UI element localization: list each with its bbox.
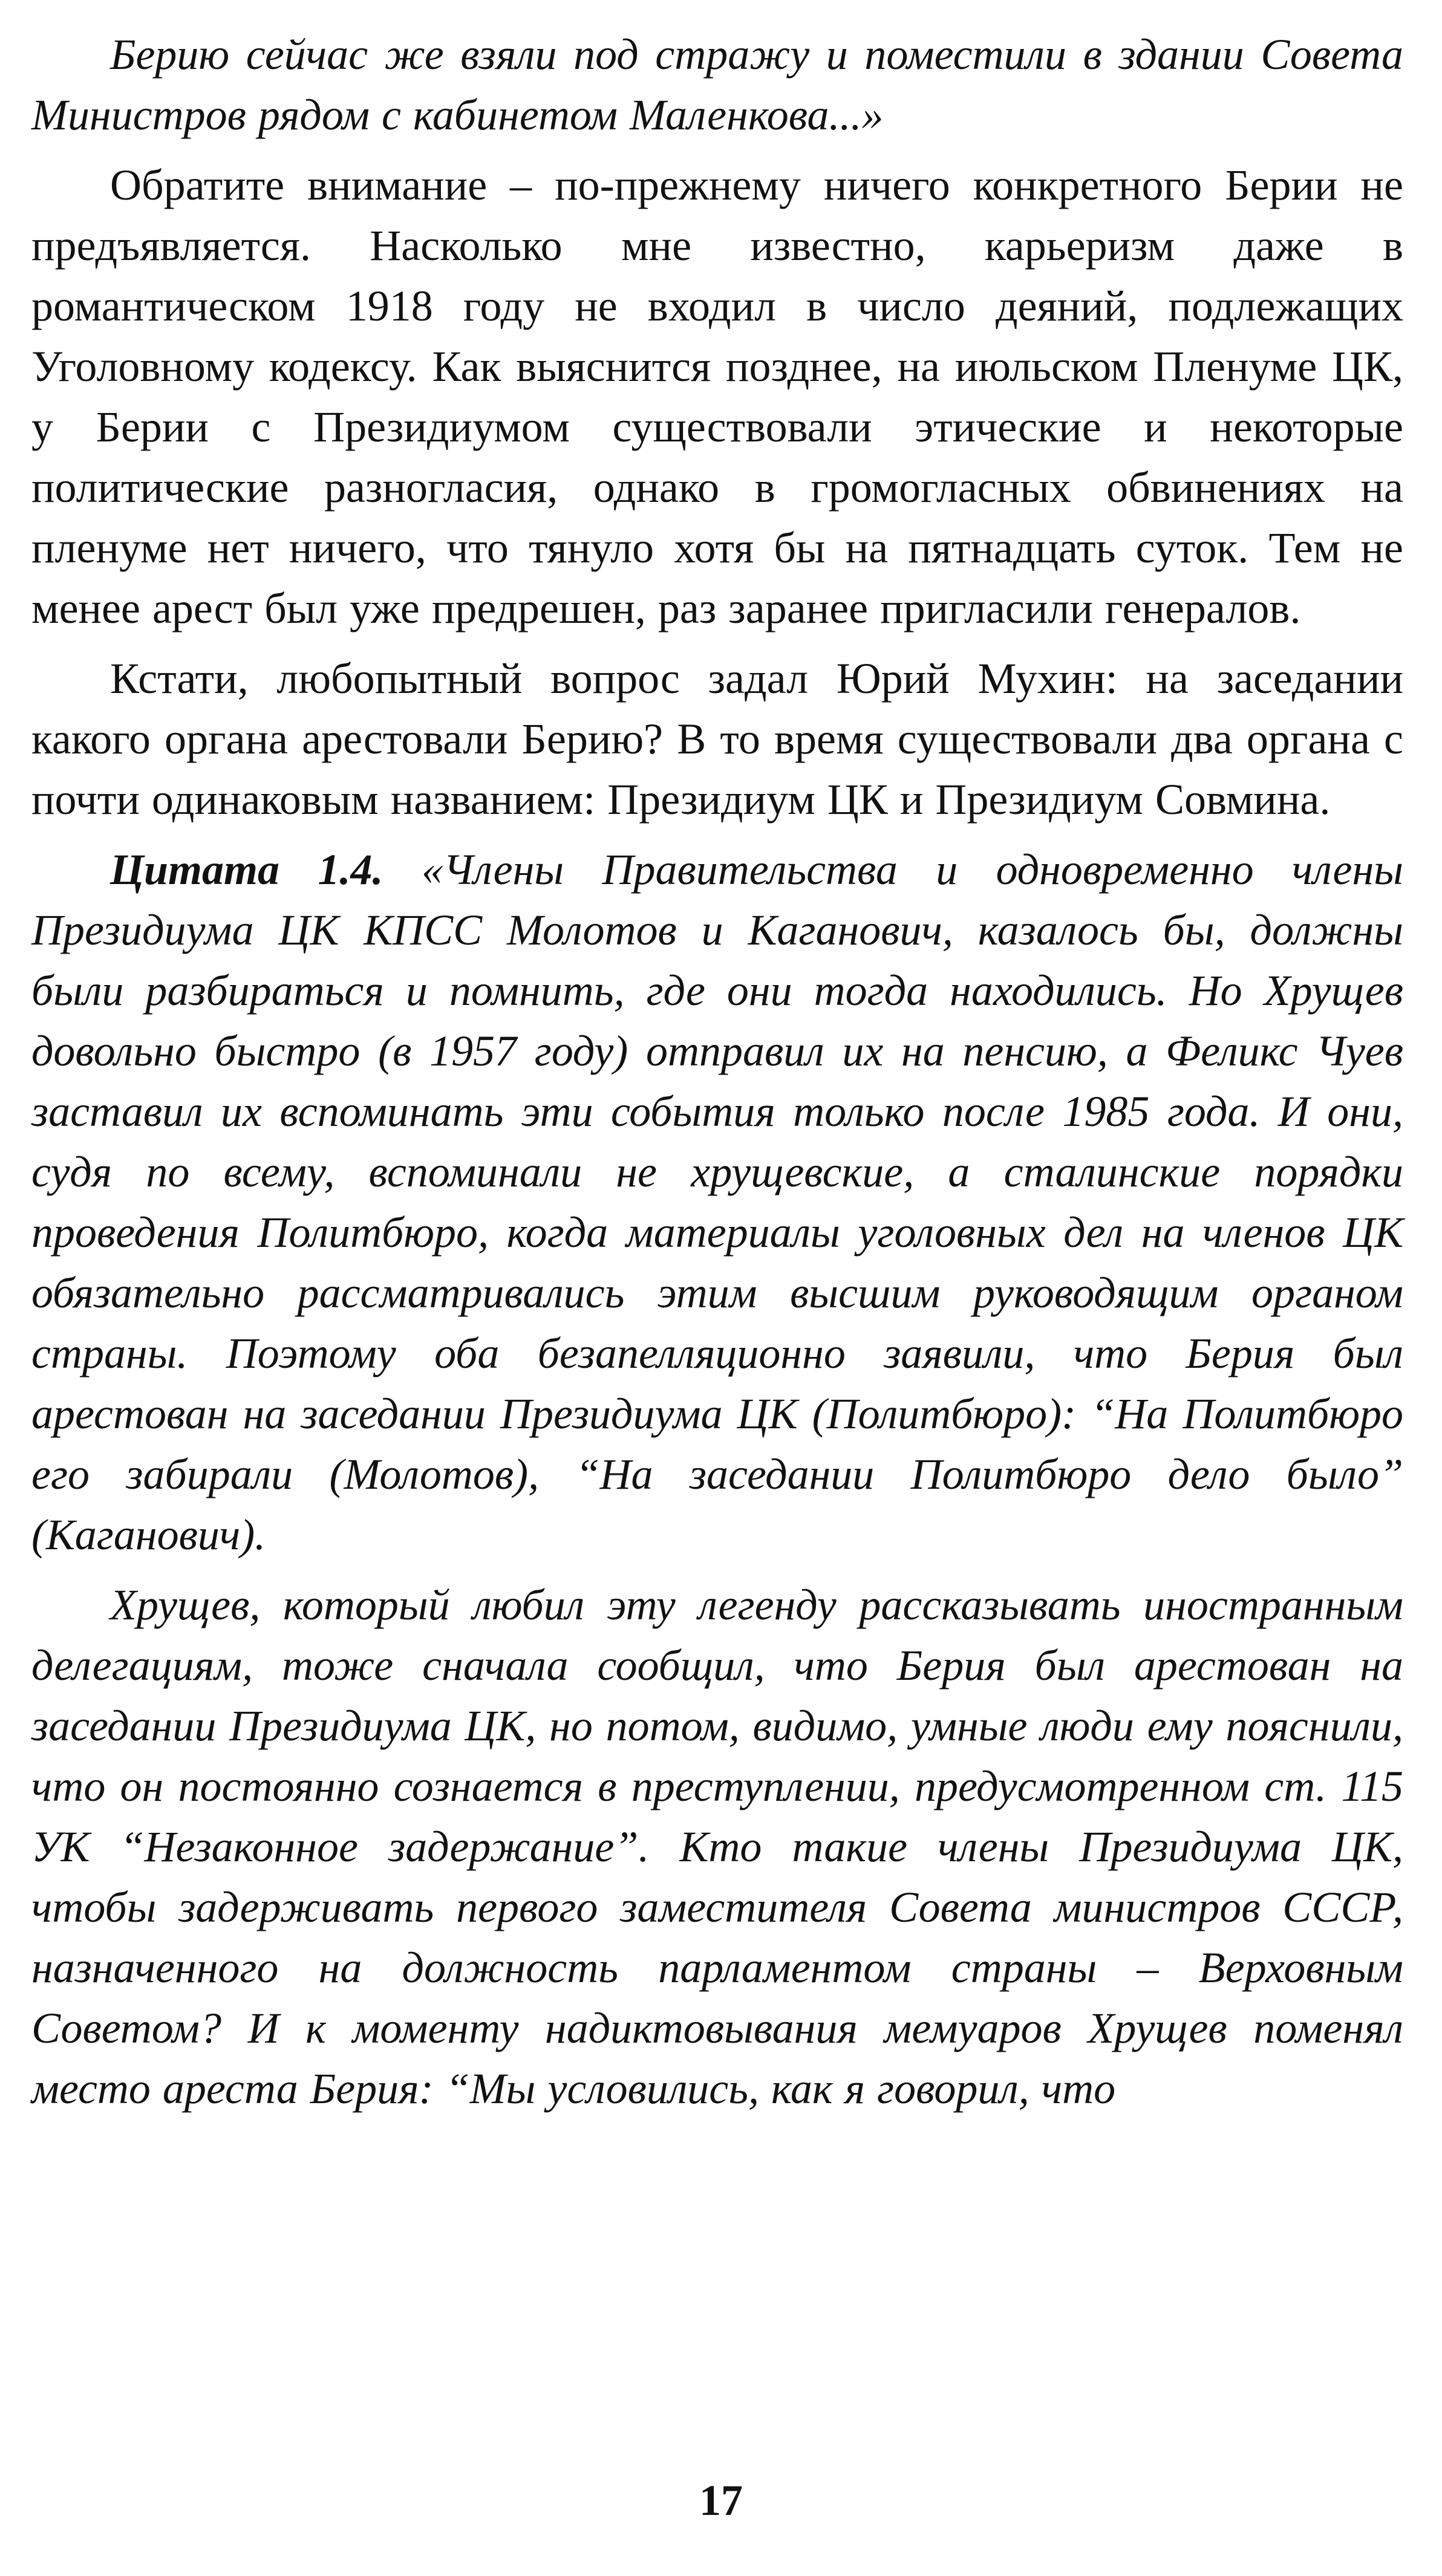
paragraph-mukhin-question: Кстати, любопытный вопрос задал Юрий Мухин: на заседании какого органа арестовали Берию? В то время существовали два органа с почти одинаковым названием: Президиум ЦК и Президиум Совмина. (31, 654, 1403, 824)
citation-text: «Члены Правительства и одновременно члены Президиума ЦК КПСС Молотов и Каганович, казалось бы, должны были разбираться и помнить, где они тогда находились. Но Хрущев довольно быстро (в 1957 году) отправил их на пенсию, а Феликс Чуев заставил их вспоминать эти события только после 1985 года. И они, судя по всему, вспоминали не хрущевские, а сталинские порядки проведения Политбюро, когда материалы уголовных дел на членов ЦК обязательно рассматривались этим высшим руководящим органом страны. Поэтому оба безапелляционно заявили, что Берия был арестован на заседании Президиума ЦК (Политбюро): “На Политбюро его забирали (Молотов), “На заседании Политбюро дело было” (Каганович). (31, 845, 1403, 1559)
page-number: 17 (699, 2476, 743, 2525)
paragraph-quote-ending: Берию сейчас же взяли под стражу и поместили в здании Совета Министров рядом с кабинетом Маленкова...» (31, 30, 1403, 139)
paragraph-khrushchev-legend: Хрущев, который любил эту легенду рассказывать иностранным делегациям, тоже сначала сообщил, что Берия был арестован на заседании Президиума ЦК, но потом, видимо, умные люди ему пояснили, что он постоянно сознается в преступлении, предусмотренном ст. 115 УК “Незаконное задержание”. Кто такие члены Президиума ЦК, чтобы задерживать первого заместителя Совета министров СССР, назначенного на должность парламентом страны – Верховным Советом? И к моменту надиктовывания мемуаров Хрущев поменял место ареста Берия: “Мы условились, как я говорил, что (31, 1581, 1403, 2113)
page-body-text (31, 24, 1403, 2119)
citation-label: Цитата 1.4. (110, 845, 383, 894)
paragraph-no-charges: Обратите внимание – по-прежнему ничего конкретного Берии не предъявляется. Насколько мне известно, карьеризм даже в романтическом 1918 году не входил в число деяний, подлежащих Уголовному кодексу. Как выяснится позднее, на июльском Пленуме ЦК, у Берии с Президиумом существовали этические и некоторые политические разногласия, однако в громогласных обвинениях на пленуме нет ничего, что тянуло хотя бы на пятнадцать суток. Тем не менее арест был уже предрешен, раз заранее пригласили генералов. (31, 161, 1403, 633)
paragraph-citation-1-4 (31, 839, 1403, 1565)
